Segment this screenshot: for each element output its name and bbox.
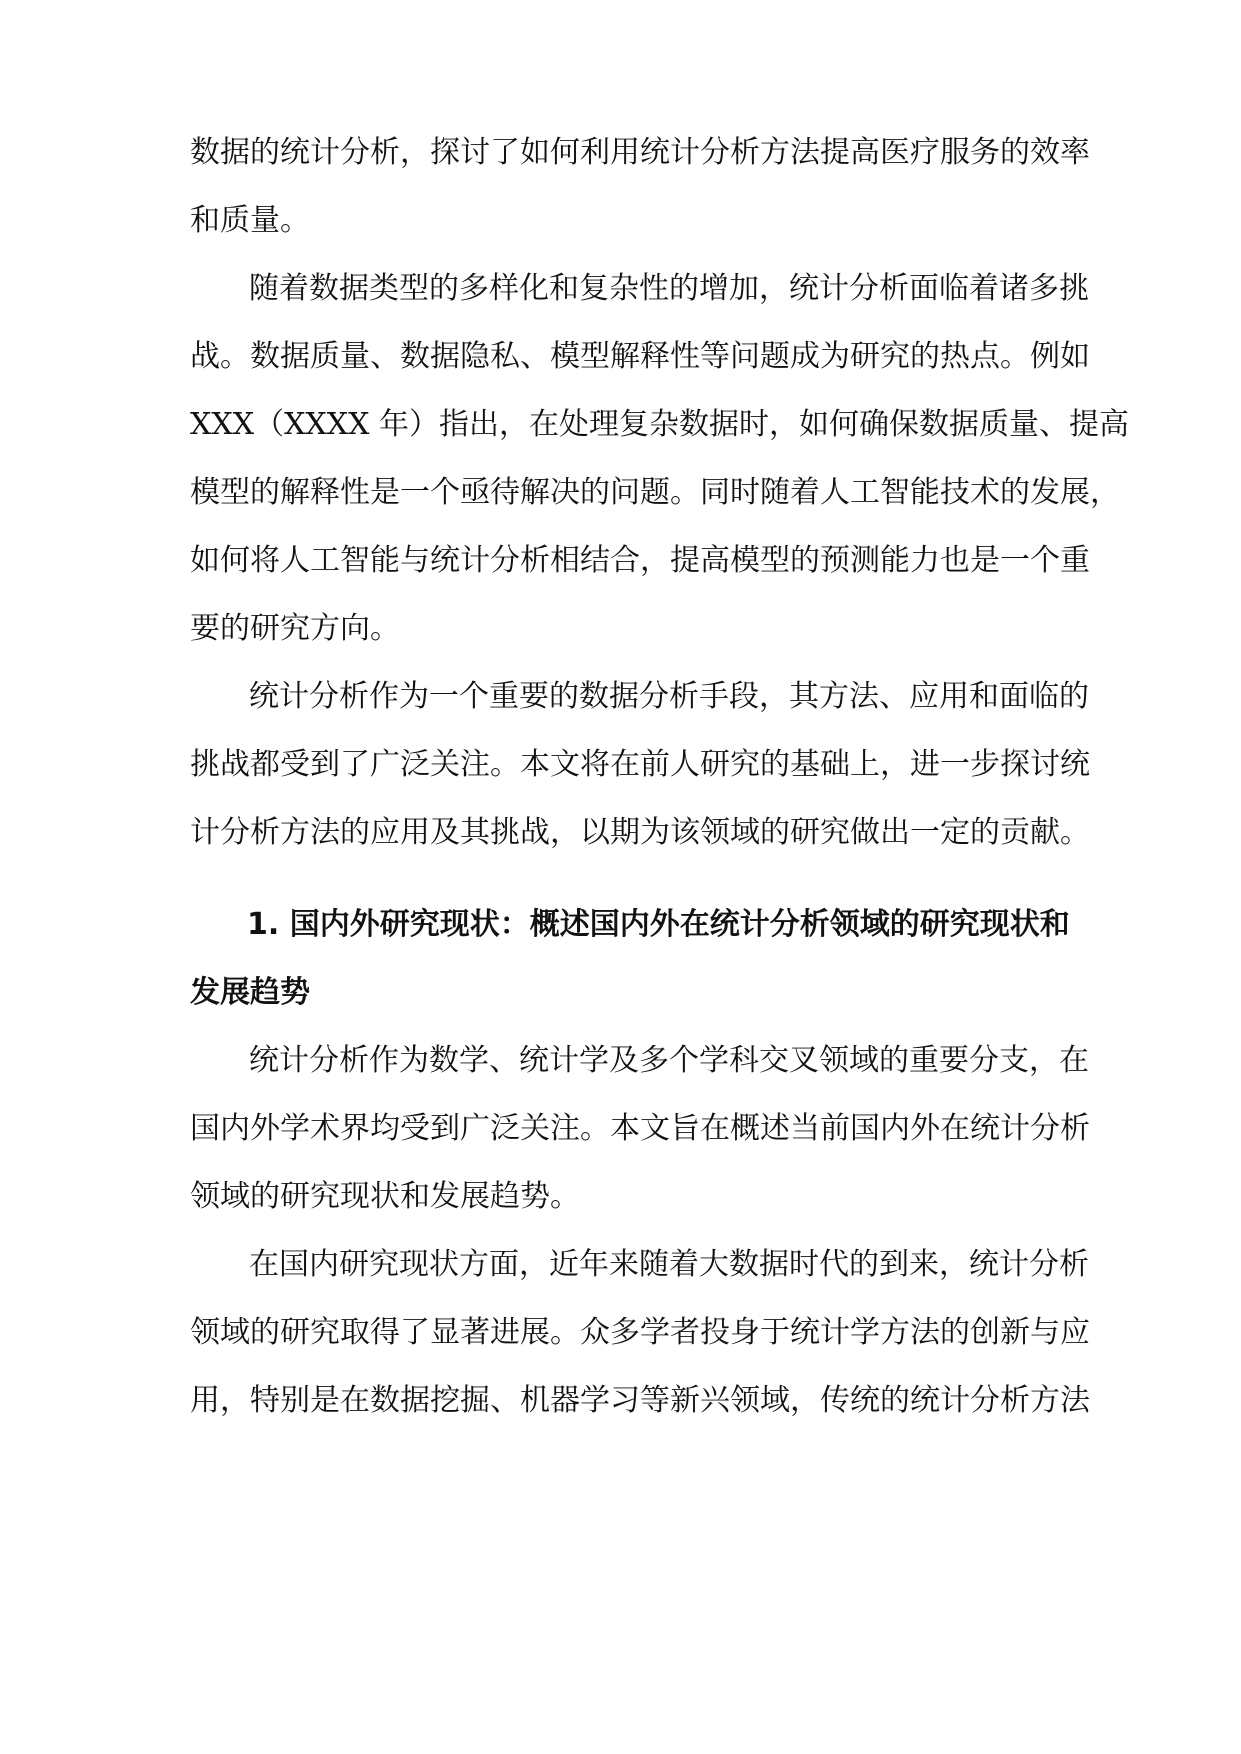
paragraph-line: 模型的解释性是一个亟待解决的问题。同时随着人工智能技术的发展， (190, 475, 1120, 510)
section-heading: 发展趋势 (190, 975, 310, 1010)
paragraph-line: 随着数据类型的多样化和复杂性的增加，统计分析面临着诸多挑 (249, 271, 1089, 306)
section-heading: 1. 国内外研究现状：概述国内外在统计分析领域的研究现状和 (247, 907, 1070, 942)
paragraph-line: 如何将人工智能与统计分析相结合，提高模型的预测能力也是一个重 (190, 543, 1090, 578)
paragraph-line: 和质量。 (190, 203, 310, 238)
paragraph-line: 统计分析作为一个重要的数据分析手段，其方法、应用和面临的 (249, 679, 1089, 714)
paragraph-line: 统计分析作为数学、统计学及多个学科交叉领域的重要分支，在 (249, 1043, 1089, 1078)
paragraph-line: 在国内研究现状方面，近年来随着大数据时代的到来，统计分析 (249, 1247, 1089, 1282)
paragraph-line: 战。数据质量、数据隐私、模型解释性等问题成为研究的热点。例如 (190, 339, 1090, 374)
paragraph-line: 数据的统计分析，探讨了如何利用统计分析方法提高医疗服务的效率 (190, 135, 1090, 170)
paragraph-line: 国内外学术界均受到广泛关注。本文旨在概述当前国内外在统计分析 (190, 1111, 1090, 1146)
paragraph-line: 计分析方法的应用及其挑战，以期为该领域的研究做出一定的贡献。 (190, 815, 1090, 850)
paragraph-line: 挑战都受到了广泛关注。本文将在前人研究的基础上，进一步探讨统 (190, 747, 1090, 782)
paragraph-line: 用，特别是在数据挖掘、机器学习等新兴领域，传统的统计分析方法 (190, 1383, 1090, 1418)
paragraph-line: XXX（XXXX 年）指出，在处理复杂数据时，如何确保数据质量、提高 (190, 407, 1130, 442)
paragraph-line: 要的研究方向。 (190, 611, 400, 646)
paragraph-line: 领域的研究取得了显著进展。众多学者投身于统计学方法的创新与应 (190, 1315, 1090, 1350)
paragraph-line: 领域的研究现状和发展趋势。 (190, 1179, 580, 1214)
